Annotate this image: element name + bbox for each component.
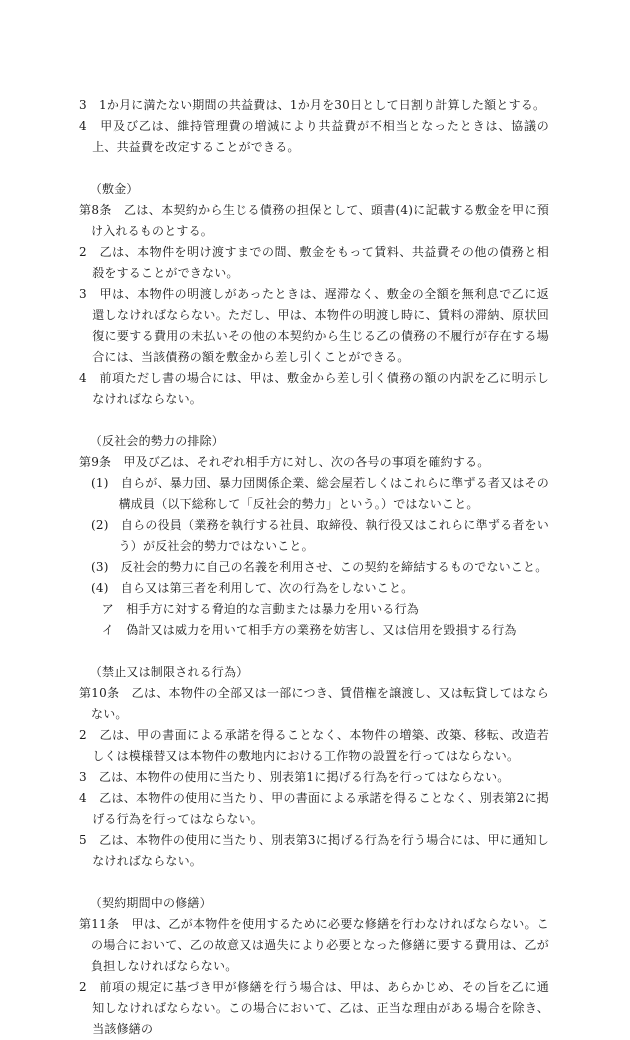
article-9-subitem-a: ア 相手方に対する脅迫的な言動または暴力を用いる行為 — [101, 602, 419, 616]
article-8-clause-3: 3 甲は、本物件の明渡しがあったときは、遅滞なく、敷金の全額を無利息で乙に返還しなければならない。ただし、甲は、本物件の明渡し時に、賃料の滞納、原状回復に要する費用の未払いその他の本契約から生じる乙の債務の不履行が存在する場合には、当該債務の額を敷金から差し引くことができる。 — [79, 287, 549, 364]
article-8-clause-1: 第8条 乙は、本契約から生じる債務の担保として、頭書(4)に記載する敷金を甲に預け入れるものとする。 — [79, 203, 549, 238]
common-fee-clause-3: 3 1か月に満たない期間の共益費は、1か月を30日として日割り計算した額とする。 — [79, 98, 546, 112]
article-10-clause-2: 2 乙は、甲の書面による承諾を得ることなく、本物件の増築、改築、移転、改造若しくは模様替又は本物件の敷地内における工作物の設置を行ってはならない。 — [79, 728, 549, 763]
article-10-clause-3: 3 乙は、本物件の使用に当たり、別表第1に掲げる行為を行ってはならない。 — [79, 770, 510, 784]
article-10-clause-1: 第10条 乙は、本物件の全部又は一部につき、賃借権を譲渡し、又は転貸してはならない。 — [79, 686, 549, 721]
article-8-clause-4: 4 前項ただし書の場合には、甲は、敷金から差し引く債務の額の内訳を乙に明示しなければならない。 — [79, 371, 549, 406]
article-8-heading: （敷金） — [89, 182, 139, 196]
article-10-heading: （禁止又は制限される行為） — [89, 665, 249, 679]
article-9-item-1: (1) 自らが、暴力団、暴力団関係企業、総会屋若しくはこれらに準ずる者又はその構成員（以下総称して「反社会的勢力」という。）ではないこと。 — [91, 476, 549, 511]
article-9-item-3: (3) 反社会的勢力に自己の名義を利用させ、この契約を締結するものでないこと。 — [91, 560, 548, 574]
article-11-clause-2: 2 前項の規定に基づき甲が修繕を行う場合は、甲は、あらかじめ、その旨を乙に通知しなければならない。この場合において、乙は、正当な理由がある場合を除き、当該修繕の — [79, 980, 549, 1036]
document-body — [79, 95, 549, 1040]
article-9-subitem-b: イ 偽計又は威力を用いて相手方の業務を妨害し、又は信用を毀損する行為 — [101, 623, 517, 637]
article-10-clause-5: 5 乙は、本物件の使用に当たり、別表第3に掲げる行為を行う場合には、甲に通知しなければならない。 — [79, 833, 549, 868]
article-9-heading: （反社会的勢力の排除） — [89, 434, 224, 448]
article-9-item-4: (4) 自ら又は第三者を利用して、次の行為をしないこと。 — [91, 581, 414, 595]
article-10-clause-4: 4 乙は、本物件の使用に当たり、甲の書面による承諾を得ることなく、別表第2に掲げる行為を行ってはならない。 — [79, 791, 549, 826]
common-fee-clause-4: 4 甲及び乙は、維持管理費の増減により共益費が不相当となったときは、協議の上、共益費を改定することができる。 — [79, 119, 549, 154]
article-9-clause-1: 第9条 甲及び乙は、それぞれ相手方に対し、次の各号の事項を確約する。 — [79, 455, 490, 469]
article-11-heading: （契約期間中の修繕） — [89, 896, 212, 910]
article-9-item-2: (2) 自らの役員（業務を執行する社員、取締役、執行役又はこれらに準ずる者をいう）が反社会的勢力ではないこと。 — [91, 518, 549, 553]
article-8-clause-2: 2 乙は、本物件を明け渡すまでの間、敷金をもって賃料、共益費その他の債務と相殺をすることができない。 — [79, 245, 549, 280]
article-11-clause-1: 第11条 甲は、乙が本物件を使用するために必要な修繕を行わなければならない。この場合において、乙の故意又は過失により必要となった修繕に要する費用は、乙が負担しなければならない。 — [79, 917, 549, 973]
